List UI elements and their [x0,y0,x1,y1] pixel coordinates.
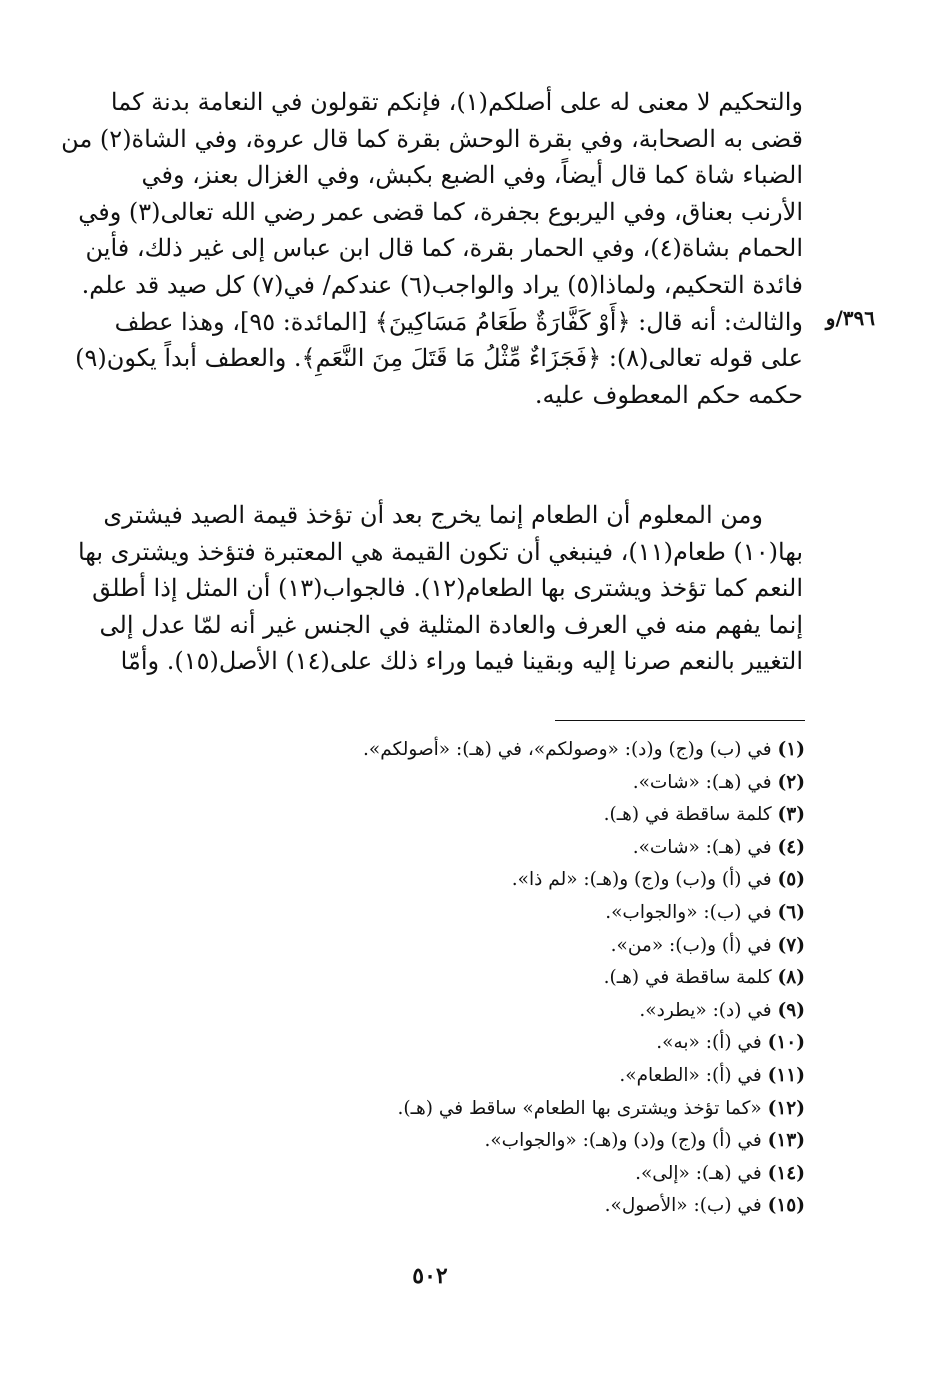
footnote [245,995,805,1028]
main-paragraph-1 [58,84,803,413]
footnote-separator [555,720,805,721]
main-paragraph-2 [58,497,803,680]
text-line: إنما يفهم منه في العرف والعادة المثلية في الجنس غير أنه لمّا عدل إلى [99,610,803,639]
text-line: التغيير بالنعم صرنا إليه وبقينا فيما وراء ذلك على(١٤) الأصل(١٥). وأمّا [120,647,803,676]
text-line: الحمام بشاة(٤)، وفي الحمار بقرة، كما قال ابن عباس إلى غير ذلك، فأين [85,234,803,263]
manuscript-folio-marker: ٣٩٦/و [825,306,875,330]
footnote-text: في (ب) و(ج) و(د): «وصولكم»، في (هـ): «أصولكم». [363,739,772,760]
text-line: والتحكيم لا معنى له على أصلكم(١)، فإنكم تقولون في النعامة بدنة كما [110,88,803,116]
footnote-number: (١١) [767,1064,805,1086]
footnote-text: في (ب): «الأصول». [604,1195,762,1217]
footnote [245,864,805,897]
footnote-text: في (هـ): «شات». [632,836,772,858]
footnote-text: في (هـ): «إلى». [635,1162,762,1184]
footnote-text: في (أ): «به». [656,1032,762,1054]
text-line: على قوله تعالى(٨): ﴿فَجَزَاءٌ مِّثْلُ مَا قَتَلَ مِنَ النَّعَمِ﴾. والعطف أبداً يكون(٩) [75,344,803,373]
footnote-number: (٧) [777,934,805,956]
footnote-number: (١٥) [767,1195,805,1217]
footnote [245,930,805,963]
footnote [245,832,805,865]
footnote [245,767,805,800]
footnote-number: (٩) [777,999,805,1021]
footnote [245,1190,805,1223]
footnote [245,962,805,995]
footnote [245,799,805,832]
footnote-number: (١٠) [767,1032,805,1054]
text-line: النعم كما تؤخذ ويشترى بها الطعام(١٢). فالجواب(١٣) أن المثل إذا أطلق [92,574,803,603]
footnote-text: في (د): «يطرد». [639,999,772,1021]
text-line: قضى به الصحابة، وفي بقرة الوحش بقرة كما قال عروة، وفي الشاة(٢) من [61,124,803,153]
footnote-text: كلمة ساقطة في (هـ). [603,804,772,826]
footnote-text: في (أ) و(ج) و(د) و(هـ): «والجواب». [484,1130,762,1152]
footnote-number: (١٤) [767,1162,805,1184]
footnote-number: (٦) [777,901,805,923]
text-line: بها(١٠) طعام(١١)، فينبغي أن تكون القيمة هي المعتبرة فتؤخذ ويشترى بها [77,537,803,566]
footnote-number: (٢) [777,771,805,793]
footnotes [245,734,805,1223]
footnote-number: (٨) [777,967,805,989]
footnote-text: في (أ) و(ب): «من». [610,934,772,956]
footnote [245,1027,805,1060]
footnote-number: (٤) [777,836,805,858]
page-number: ٥٠٢ [412,1263,448,1289]
footnote-text: في (أ): «الطعام». [619,1064,762,1086]
text-line: حكمه حكم المعطوف عليه. [534,380,803,409]
footnote [245,1060,805,1093]
footnote [245,734,805,767]
footnote-text: «كما تؤخذ ويشترى بها الطعام» ساقط في (هـ). [397,1097,762,1119]
footnote [245,1093,805,1126]
footnote [245,897,805,930]
text-line: والثالث: أنه قال: ﴿أَوْ كَفَّارَةٌ طَعَامُ مَسَاكِينَ﴾ [المائدة: ٩٥]، وهذا عطف [114,307,803,336]
text-line: ومن المعلوم أن الطعام إنما يخرج بعد أن تؤخذ قيمة الصيد فيشترى [103,501,763,529]
footnote-number: (١٢) [767,1097,805,1119]
text-line: فائدة التحكيم، ولماذا(٥) يراد والواجب(٦) عندكم/ في(٧) كل صيد قد علم. [81,270,803,299]
footnote-number: (٣) [777,804,805,826]
footnote-number: (١) [777,739,805,760]
footnote [245,1125,805,1158]
footnote-number: (١٣) [767,1130,805,1152]
text-line: الضباء شاة كما قال أيضاً، وفي الضبع بكبش، وفي الغزال بعنز، وفي [141,161,803,190]
footnote-number: (٥) [777,869,805,891]
footnote-text: في (أ) و(ب) و(ج) و(هـ): «لم ذا». [511,869,772,891]
footnote [245,1158,805,1191]
footnote-text: في (ب): «والجواب». [605,901,772,923]
footnote-text: في (هـ): «شات». [632,771,772,793]
text-line: الأرنب بعناق، وفي اليربوع بجفرة، كما قضى عمر رضي الله تعالى(٣) وفي [78,197,803,226]
footnote-text: كلمة ساقطة في (هـ). [603,967,772,989]
